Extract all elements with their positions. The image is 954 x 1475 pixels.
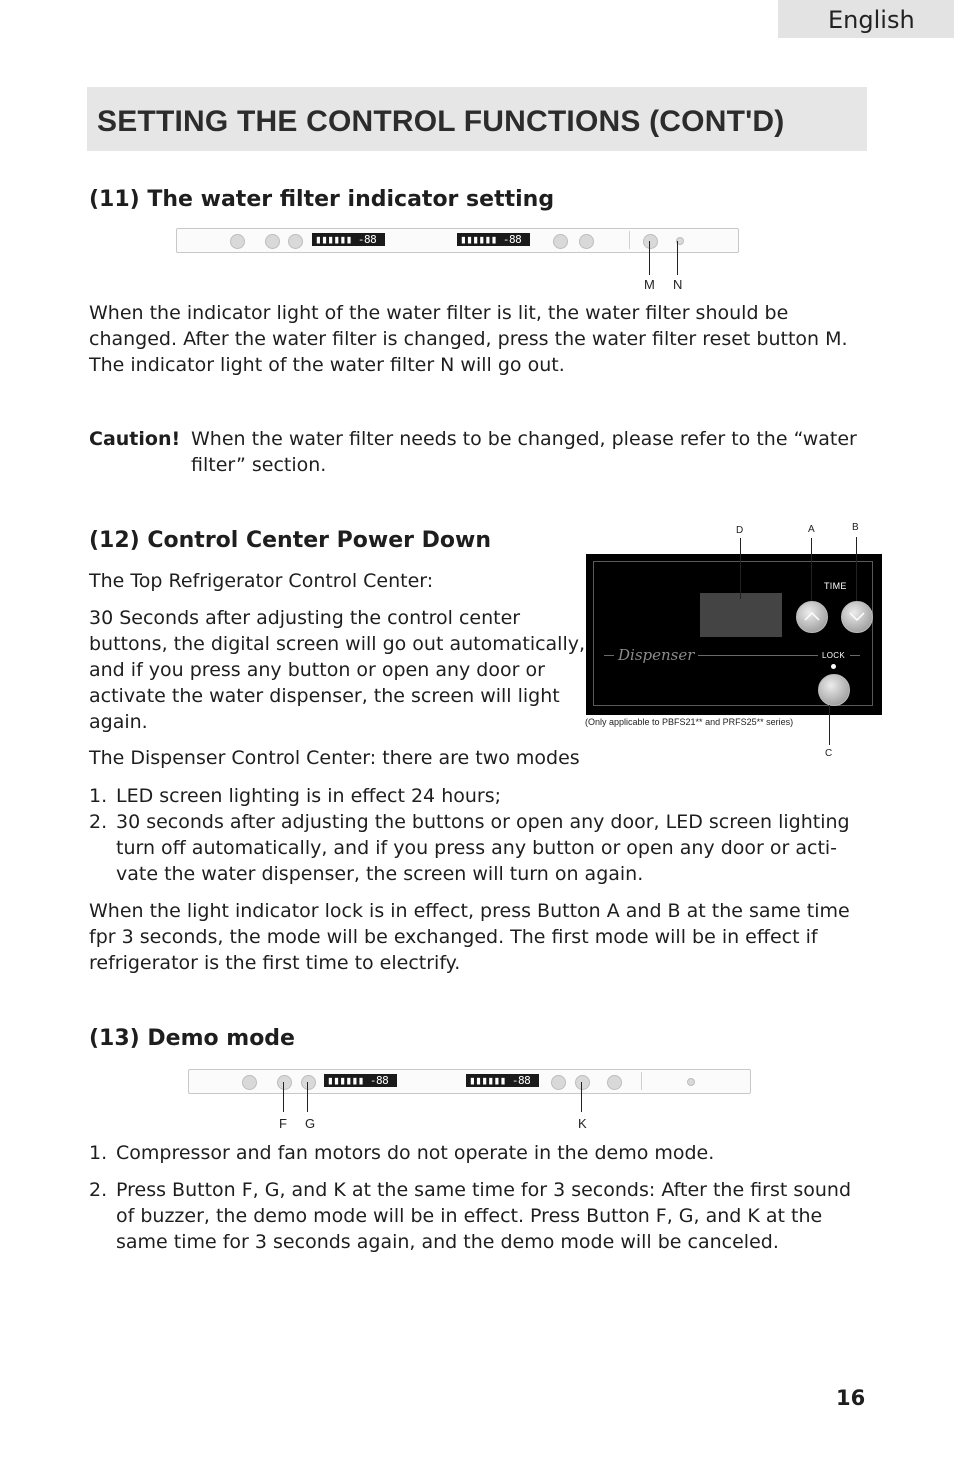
button-c [818, 674, 850, 706]
leader-line-f [283, 1082, 284, 1112]
panel-button [230, 234, 245, 249]
panel-display-right: ▮▮▮▮▮▮ -88 [466, 1074, 539, 1087]
label-d: D [736, 525, 744, 536]
button-a [796, 601, 828, 633]
button-f [277, 1075, 292, 1090]
panel-display-right: ▮▮▮▮▮▮ -88 [457, 233, 530, 246]
panel-rule [850, 655, 860, 656]
dispenser-control-panel [586, 554, 882, 715]
label-c: C [825, 748, 833, 759]
dispenser-control-center-text: The Dispenser Control Center: there are two modes [89, 747, 580, 769]
control-panel-13 [188, 1069, 751, 1094]
section-11-heading: (11) The water filter indicator setting [89, 187, 555, 212]
panel-button [265, 234, 280, 249]
label-f: F [279, 1116, 287, 1131]
panel-indicator-light [687, 1078, 695, 1086]
top-control-center-text: The Top Refrigerator Control Center: [89, 570, 434, 592]
leader-line-c [829, 705, 830, 745]
leader-line-a [811, 538, 812, 601]
label-g: G [305, 1116, 316, 1131]
leader-line-n [677, 241, 678, 275]
button-b [841, 601, 873, 633]
page-number: 16 [836, 1386, 866, 1410]
section-12-heading: (12) Control Center Power Down [89, 528, 492, 553]
label-n: N [673, 277, 683, 292]
panel-button [607, 1075, 622, 1090]
list-item: 2. 30 seconds after adjusting the buttons or open any door, LED screen lighting turn off automatically, and if you press any button or open any door or acti- vate the water dispenser, the screen will turn on again. [89, 811, 850, 885]
dispenser-word: Dispenser [618, 646, 695, 664]
section-13-heading: (13) Demo mode [89, 1026, 295, 1051]
time-word: TIME [824, 581, 847, 591]
leader-line-d [740, 538, 741, 599]
caution-label: Caution! [89, 428, 181, 450]
panel-display-left: ▮▮▮▮▮▮ -88 [324, 1074, 397, 1087]
series-note: (Only applicable to PBFS21** and PRFS25** series) [585, 717, 797, 727]
lcd-screen [700, 593, 782, 637]
caution-note: Caution! When the water filter needs to be changed, please refer to the “water filter” section. [89, 428, 857, 476]
list-item: 2. Press Button F, G, and K at the same time for 3 seconds: After the first sound of buzzer, the demo mode will be in effect. Press Button F, G, and K at the same time for 3 seconds again, and the demo mode will be canceled. [89, 1179, 852, 1253]
list-item: 1. LED screen lighting is in effect 24 hours; [89, 785, 502, 807]
label-m: M [644, 277, 655, 292]
language-tab[interactable]: English [778, 0, 954, 38]
leader-line-b [856, 537, 857, 601]
page-title: SETTING THE CONTROL FUNCTIONS (CONT'D) [97, 105, 785, 138]
lock-indicator-light [831, 664, 836, 669]
section-12-paragraph: 30 Seconds after adjusting the control center buttons, the digital screen will go out automatically, and if you press any button or open any door or activate the water dispenser, the screen will light again. [89, 607, 586, 733]
panel-button [288, 234, 303, 249]
button-g [301, 1075, 316, 1090]
chevron-up-icon [804, 611, 820, 621]
button-k [551, 1075, 566, 1090]
panel-button [575, 1075, 590, 1090]
panel-button [579, 234, 594, 249]
section-11-paragraph: When the indicator light of the water filter is lit, the water filter should be changed. After the water filter is changed, press the water filter reset button M. The indicator light of the water filter N will go out. [89, 302, 848, 376]
leader-line-k [581, 1082, 582, 1112]
panel-button [242, 1075, 257, 1090]
label-a: A [808, 524, 815, 535]
control-panel-11 [176, 228, 739, 253]
chevron-down-icon [849, 611, 865, 621]
panel-rule [698, 655, 818, 656]
lock-mode-paragraph: When the light indicator lock is in effect, press Button A and B at the same time fpr 3 seconds, the mode will be exchanged. The first mode will be in effect if refrigerator is the first time to electrify. [89, 900, 850, 974]
label-b: B [852, 522, 859, 533]
filter-reset-button-m [643, 234, 658, 249]
leader-line-g [307, 1082, 308, 1112]
label-k: K [578, 1116, 587, 1131]
panel-rule [604, 655, 614, 656]
list-item: 1. Compressor and fan motors do not operate in the demo mode. [89, 1142, 715, 1164]
panel-button [553, 234, 568, 249]
leader-line-m [649, 241, 650, 275]
title-bar [87, 87, 867, 151]
panel-divider [629, 231, 630, 249]
lock-word: LOCK [822, 651, 845, 660]
panel-divider [641, 1072, 642, 1090]
panel-display-left: ▮▮▮▮▮▮ -88 [312, 233, 385, 246]
